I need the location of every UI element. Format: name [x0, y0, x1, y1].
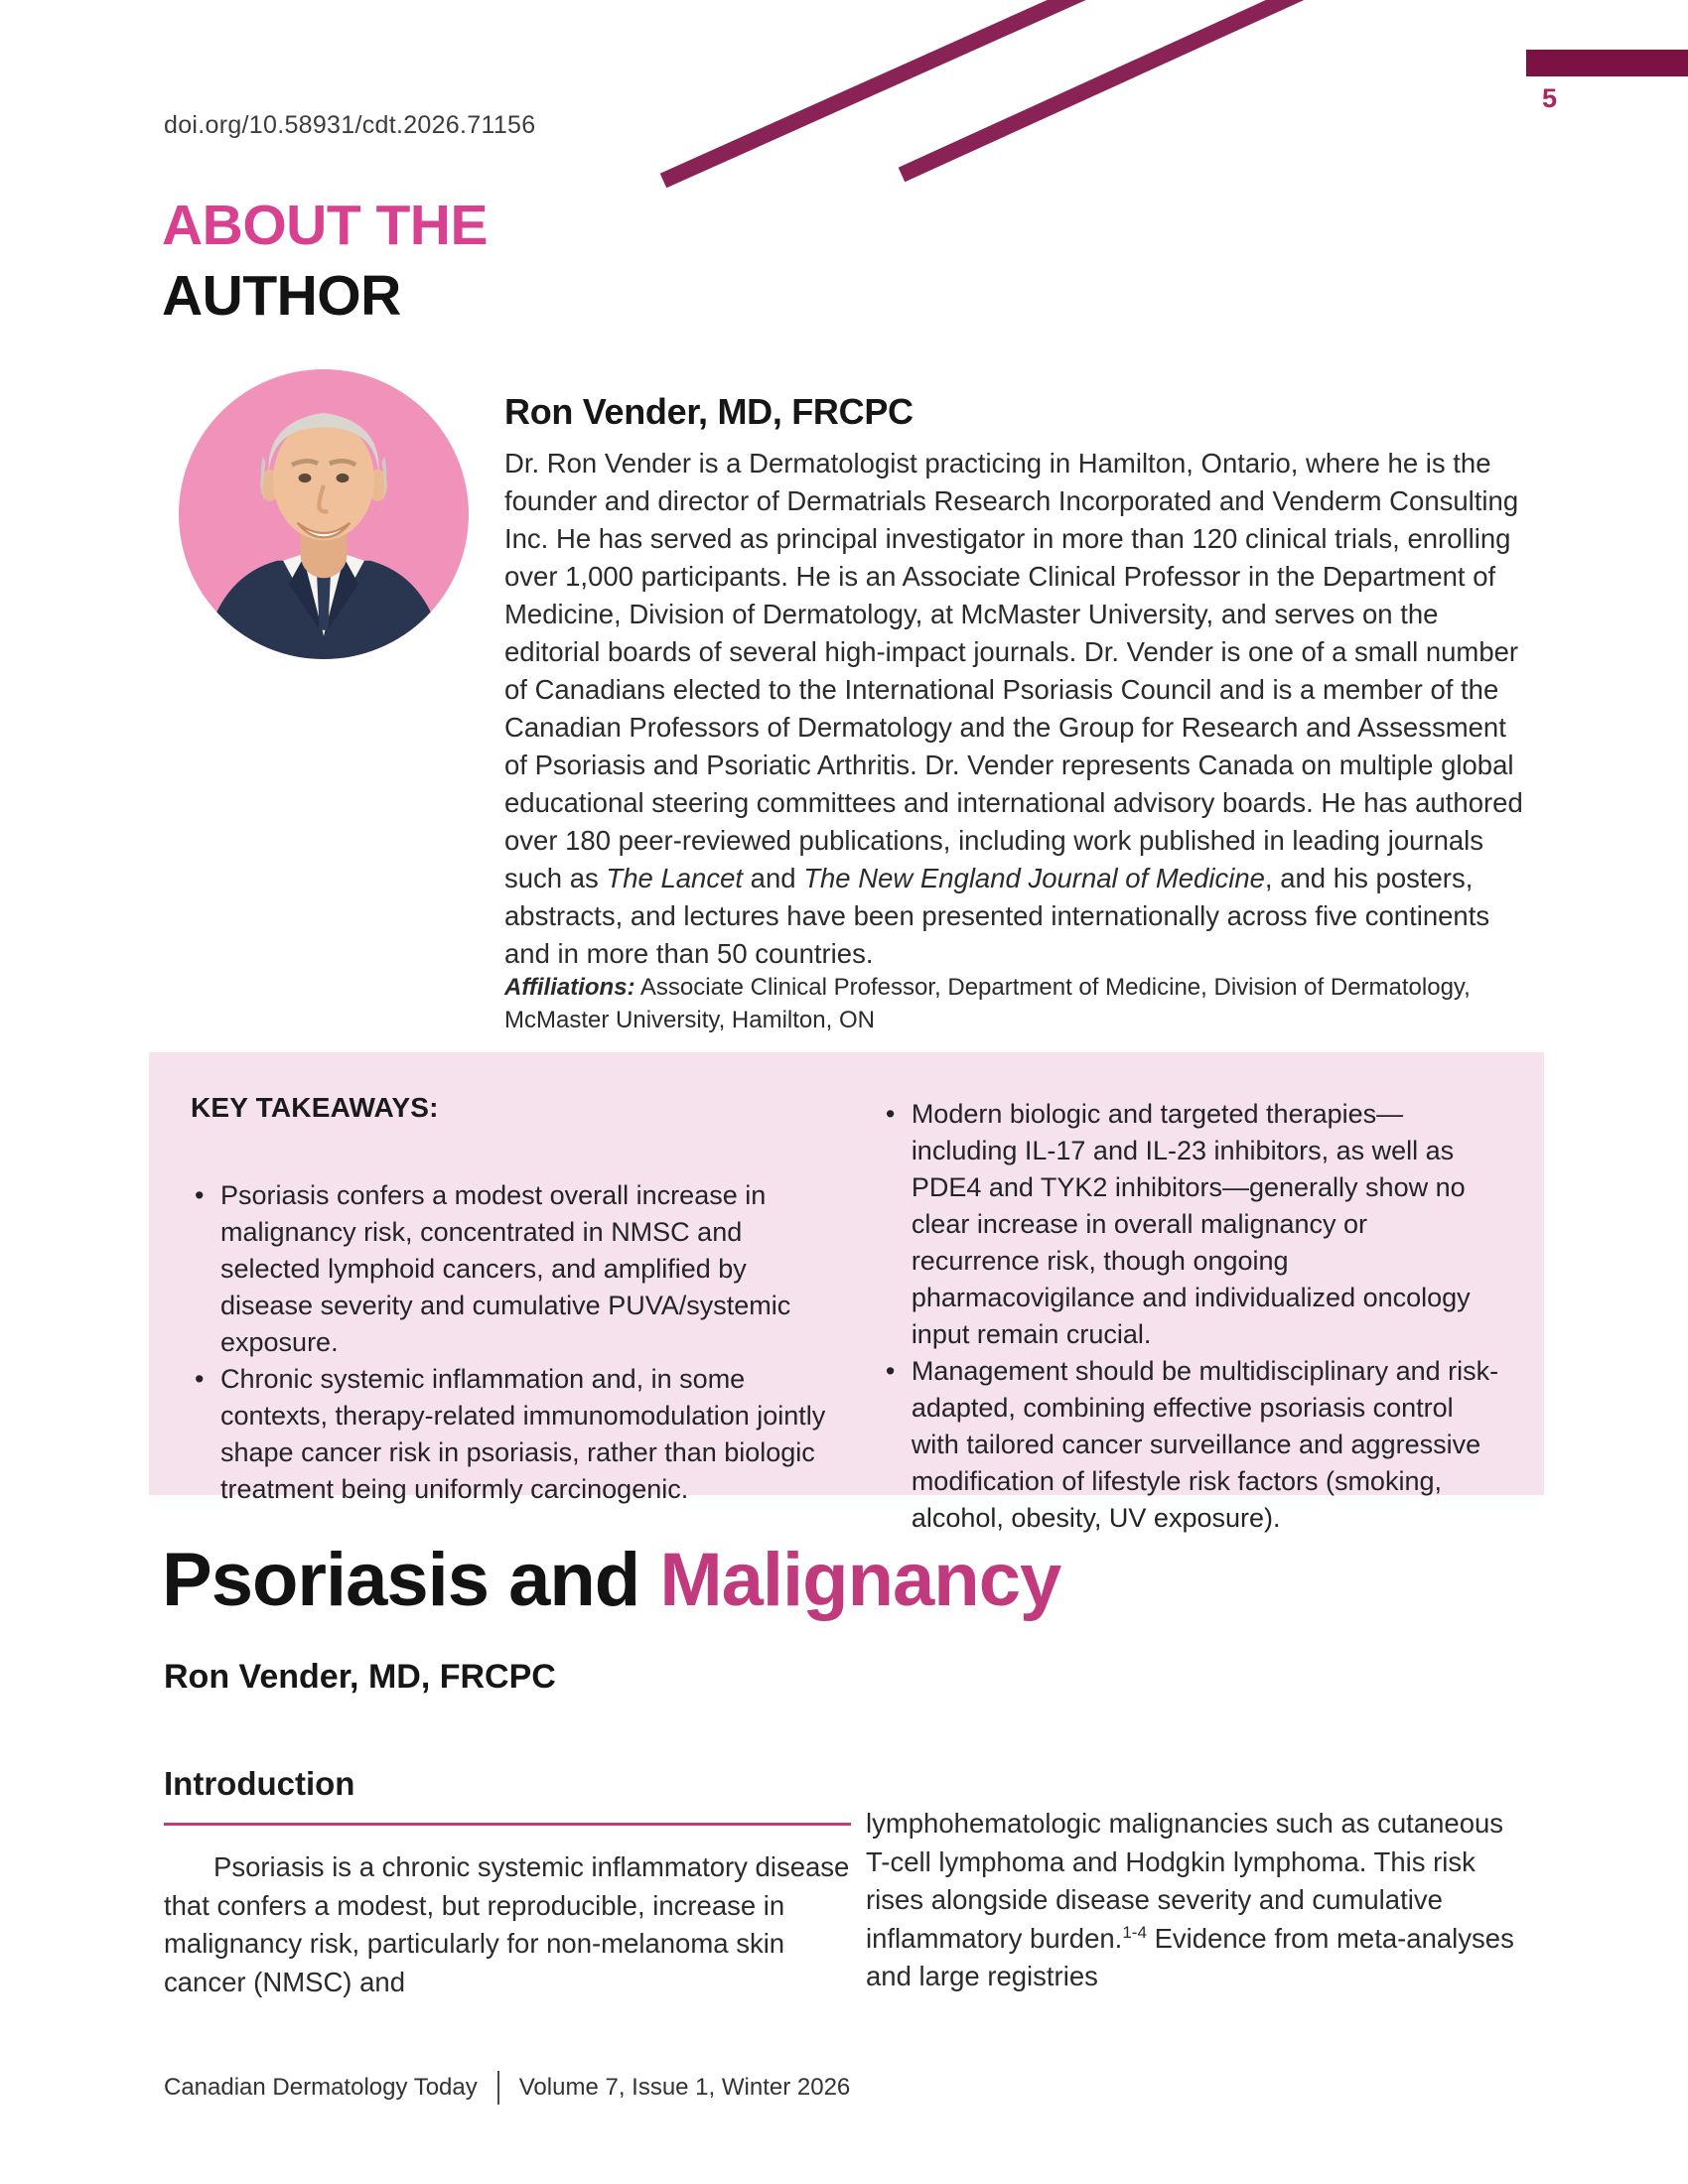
footer-divider — [497, 2071, 499, 2105]
key-takeaways-box — [149, 1052, 1544, 1533]
key-takeaways-list-right — [882, 1096, 1502, 1537]
takeaway-item: • Modern biologic and targeted therapies—including IL-17 and IL-23 inhibitors, as well as PDE4 and TYK2 inhibitors—generally show no clear increase in overall malignancy or recurrence risk, though ongoing pharmacovigilance and individualized oncology input remain crucial. — [882, 1096, 1502, 1353]
takeaway-item: • Psoriasis confers a modest overall increase in malignancy risk, concentrated in NMSC and selected lymphoid cancers, and amplified by disease severity and cumulative PUVA/systemic exposure. — [191, 1177, 836, 1361]
takeaway-item: • Chronic systemic inflammation and, in some contexts, therapy-related immunomodulation jointly shape cancer risk in psoriasis, rather than biologic treatment being uniformly carcinogenic. — [191, 1361, 836, 1508]
corner-accent-bar — [1526, 50, 1688, 76]
text-segment: The New England Journal of Medicine — [803, 863, 1265, 893]
about-heading-line1: ABOUT THE — [162, 194, 488, 257]
footer-journal-name: Canadian Dermatology Today — [164, 2074, 478, 2101]
key-takeaways-right-column — [882, 1096, 1502, 1533]
author-portrait-illustration — [179, 369, 469, 659]
about-the-author-heading — [162, 191, 488, 332]
text-segment: lymphohematologic malignancies such as cutaneous T-cell lymphoma and Hodgkin lymphoma. This risk rises alongside disease severity and cumulative inflammatory burden. — [866, 1808, 1504, 1954]
body-column-left — [164, 1848, 851, 2001]
key-takeaways-left-column — [191, 1092, 836, 1504]
text-segment: and — [743, 863, 804, 893]
footer-issue-info: Volume 7, Issue 1, Winter 2026 — [518, 2074, 851, 2101]
page-footer — [164, 2071, 850, 2105]
author-photo — [179, 369, 469, 659]
page-number: 5 — [1542, 83, 1558, 113]
text-segment: 1-4 — [1122, 1922, 1147, 1942]
intro-paragraph-left: Psoriasis is a chronic systemic inflammatory disease that confers a modest, but reproducible, increase in malignancy risk, particularly for non-melanoma skin cancer (NMSC) and — [164, 1851, 850, 1997]
affiliations-text: Associate Clinical Professor, Department of Medicine, Division of Dermatology, McMaster University, Hamilton, ON — [504, 974, 1471, 1033]
text-segment: Dr. Ron Vender is a Dermatologist practicing in Hamilton, Ontario, where he is the founder and director of Dermatrials Research Incorporated and Venderm Consulting Inc. He has served as principal investigator in more than 120 clinical trials, enrolling over 1,000 participants. He is an Associate Clinical Professor in the Department of Medicine, Division of Dermatology, at McMaster University, and serves on the editorial boards of several high-impact journals. Dr. Vender is one of a small number of Canadians elected to the International Psoriasis Council and is a member of the Canadian Professors of Dermatology and the Group for Research and Assessment of Psoriasis and Psoriatic Arthritis. Dr. Vender represents Canada on multiple global educational steering committees and international advisory boards. He has authored over 180 peer-reviewed publications, including work published in leading journals such as — [504, 448, 1523, 893]
article-title — [162, 1537, 1060, 1623]
author-bio — [504, 445, 1532, 973]
diagonal-stripes-graphic — [0, 0, 1688, 208]
introduction-underline — [164, 1823, 851, 1826]
text-segment: Evidence from meta-analyses and large registries — [866, 1922, 1514, 1991]
key-takeaways-list-left — [191, 1177, 836, 1508]
author-name: Ron Vender, MD, FRCPC — [504, 391, 914, 432]
text-segment: , and his posters, abstracts, and lectures have been presented internationally across five continents and in more than 50 countries. — [504, 863, 1490, 969]
article-byline: Ron Vender, MD, FRCPC — [164, 1658, 556, 1696]
text-segment: The Lancet — [606, 863, 744, 893]
key-takeaways-heading: KEY TAKEAWAYS: — [191, 1092, 439, 1123]
article-title-black: Psoriasis and — [162, 1538, 660, 1622]
introduction-heading: Introduction — [164, 1765, 355, 1802]
body-column-right — [866, 1805, 1521, 1996]
about-heading-line2: AUTHOR — [162, 264, 401, 328]
doi-text: doi.org/10.58931/cdt.2026.71156 — [164, 111, 536, 139]
affiliations — [504, 971, 1532, 1036]
article-title-accent: Malignancy — [659, 1538, 1061, 1622]
takeaway-item: • Management should be multidisciplinary and risk-adapted, combining effective psoriasis control with tailored cancer surveillance and aggressive modification of lifestyle risk factors (smoking, alcohol, obesity, UV exposure). — [882, 1353, 1502, 1537]
intro-paragraph-right — [866, 1805, 1521, 1996]
affiliations-label: Affiliations: — [504, 974, 635, 1001]
